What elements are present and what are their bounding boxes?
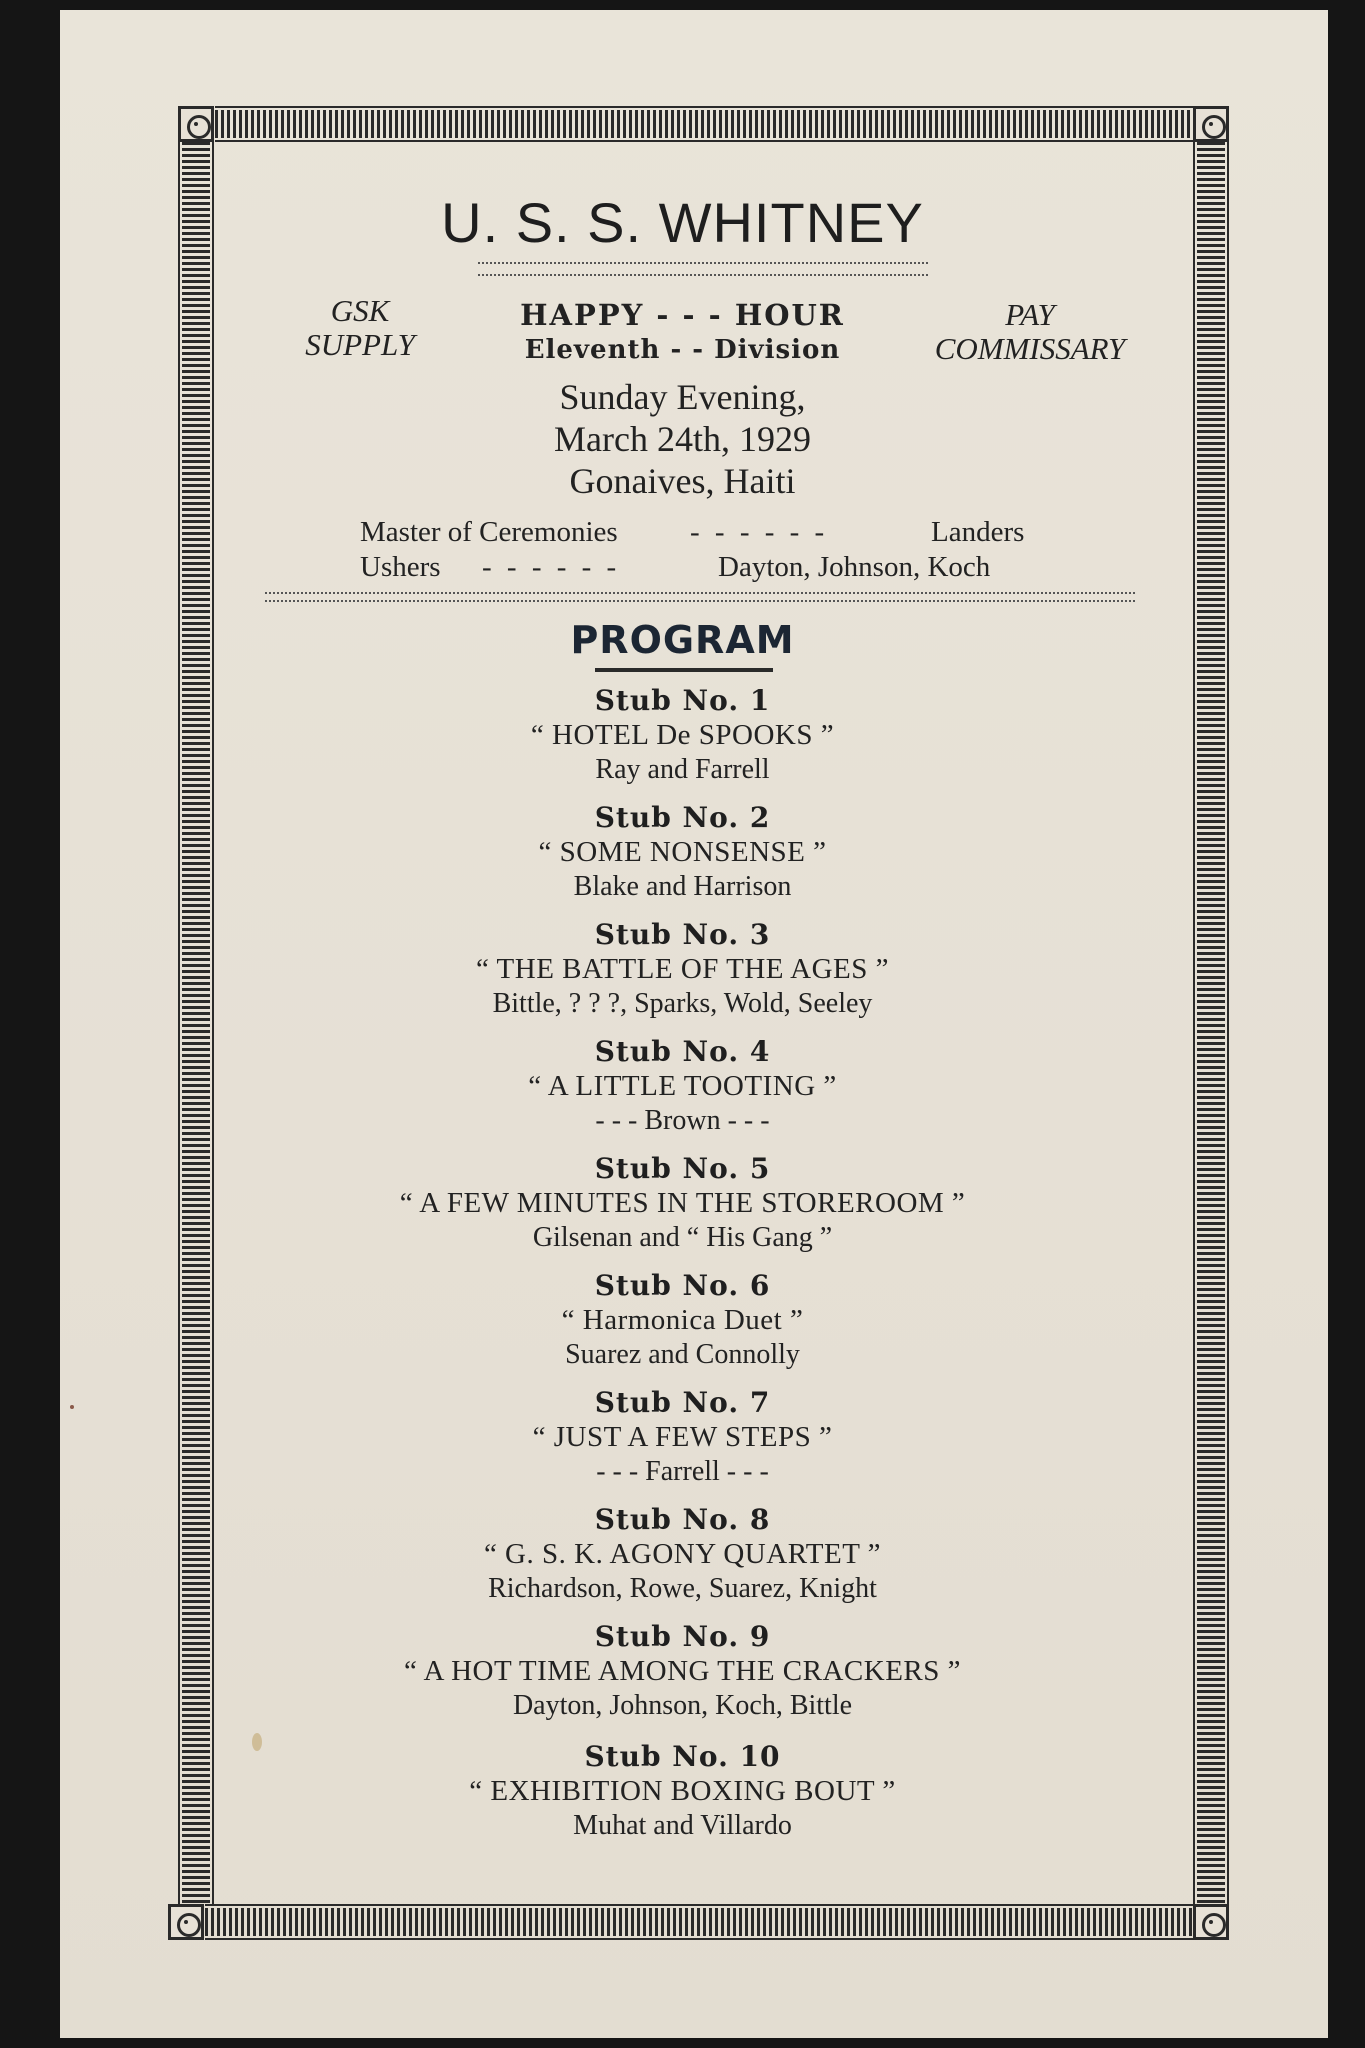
stub-number: Stub No. 9	[594, 1620, 771, 1653]
event-day: Sunday Evening,	[559, 377, 806, 417]
stub-number: Stub No. 4	[594, 1035, 771, 1068]
stub-number: Stub No. 6	[594, 1269, 771, 1302]
act-title: “ A HOT TIME AMONG THE CRACKERS ”	[403, 1655, 962, 1687]
corner-ornament-bottom-left	[168, 1904, 204, 1940]
act-performers: Richardson, Rowe, Suarez, Knight	[488, 1573, 877, 1604]
act-title: “ HOTEL De SPOOKS ”	[530, 719, 835, 751]
left-unit-line1: GSK	[330, 293, 390, 328]
ushers-names: Dayton, Johnson, Koch	[718, 551, 991, 583]
ushers-label: Ushers	[360, 551, 441, 583]
act-title: “ G. S. K. AGONY QUARTET ”	[483, 1538, 882, 1570]
event-date: March 24th, 1929	[554, 419, 811, 459]
act-title: “ EXHIBITION BOXING BOUT ”	[469, 1775, 896, 1807]
act-title: “ Harmonica Duet ”	[561, 1304, 804, 1336]
division-name: Eleventh - - Division	[524, 335, 841, 365]
act-title: “ THE BATTLE OF THE AGES ”	[475, 953, 890, 985]
ushers-dashes: - - - - - -	[482, 551, 621, 583]
section-divider	[265, 592, 1135, 594]
mc-name: Landers	[931, 516, 1025, 548]
act-performers: Bittle, ? ? ?, Sparks, Wold, Seeley	[492, 988, 873, 1019]
stub-number: Stub No. 3	[594, 918, 771, 951]
stub-number: Stub No. 5	[594, 1152, 771, 1185]
right-unit-line1: PAY	[1005, 297, 1055, 332]
event-location: Gonaives, Haiti	[569, 461, 796, 501]
title-underline-2	[478, 274, 928, 276]
stub-number: Stub No. 1	[594, 684, 771, 717]
act-performers: Dayton, Johnson, Koch, Bittle	[512, 1690, 853, 1721]
mc-dashes: - - - - - -	[690, 516, 829, 548]
mc-label: Master of Ceremonies	[360, 516, 618, 548]
act-title: “ SOME NONSENSE ”	[538, 836, 827, 868]
border-bottom	[205, 1904, 1193, 1940]
event-name: HAPPY - - - HOUR	[520, 298, 845, 332]
corner-ornament-top-left	[178, 106, 214, 142]
program-heading: PROGRAM	[570, 618, 795, 662]
act-performers: Muhat and Villardo	[573, 1810, 792, 1841]
act-performers: Suarez and Connolly	[565, 1339, 800, 1370]
paper-speck	[70, 1405, 74, 1409]
left-unit-line2: SUPPLY	[305, 327, 415, 362]
act-performers: - - - Farrell - - -	[596, 1456, 769, 1487]
paper-stain	[252, 1733, 262, 1751]
section-divider-2	[265, 600, 1135, 602]
program-underline	[595, 668, 773, 672]
act-performers: Gilsenan and “ His Gang ”	[532, 1222, 833, 1253]
stub-number: Stub No. 8	[594, 1503, 771, 1536]
border-top	[215, 106, 1193, 142]
stub-number: Stub No. 2	[594, 801, 771, 834]
act-performers: Blake and Harrison	[573, 871, 792, 902]
act-title: “ JUST A FEW STEPS ”	[532, 1421, 833, 1453]
corner-ornament-bottom-right	[1193, 1904, 1229, 1940]
corner-ornament-top-right	[1193, 106, 1229, 142]
ship-title: U. S. S. WHITNEY	[441, 191, 924, 254]
title-underline	[478, 262, 928, 264]
act-title: “ A FEW MINUTES IN THE STOREROOM ”	[399, 1187, 966, 1219]
stub-number: Stub No. 10	[584, 1740, 781, 1773]
act-performers: - - - Brown - - -	[595, 1105, 770, 1136]
stub-number: Stub No. 7	[594, 1386, 771, 1419]
act-performers: Ray and Farrell	[595, 754, 770, 785]
right-unit-line2: COMMISSARY	[934, 331, 1126, 366]
act-title: “ A LITTLE TOOTING ”	[528, 1070, 837, 1102]
